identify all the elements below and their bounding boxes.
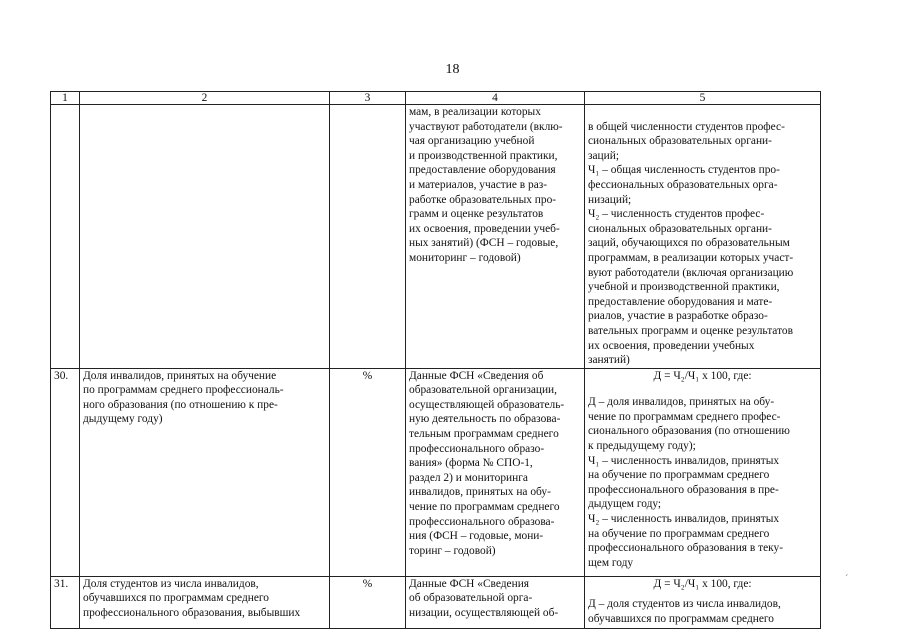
row-number: 30. xyxy=(51,368,80,576)
method-text: в общей численности студентов профес- сиональных образовательных органи- заций; Ч₁ – общая численность студентов про- фессиональных образовательных орга- низаций; Ч₂ – численность студентов профес- сиональных образовательных органи- заций, обучающихся по образовательным программам, в реализации которых участ- вуют работодатели (включая организацию учебной и производственной практики, предоставление оборудования и мате- риалов, участие в разработке образо- вательных программ и оценке результатов их освоения, проведении учебных занятий) xyxy=(588,120,794,367)
method-text: Д – доля инвалидов, принятых на обу- чение по программам среднего профес- сионального образования (по отношению к предыдущему году); Ч₁ – численность инвалидов, принятых на обучение по программам среднего профессионального образования в пре- дыдущем году; Ч₂ – численность инвалидов, принятых на обучение по программам среднего профессионального образования в теку- щем году xyxy=(588,396,790,569)
row-number: 31. xyxy=(51,576,80,628)
calculation-method xyxy=(585,368,821,576)
scan-mark: ˊ xyxy=(845,574,849,585)
formula: Д = Ч₂/Ч₁ х 100, где: xyxy=(653,577,752,590)
table-header-row xyxy=(51,92,821,105)
row-number xyxy=(51,105,80,369)
calculation-method xyxy=(585,105,821,369)
indicator-name: Доля инвалидов, принятых на обучение по программам среднего профессиональ- ного образования (по отношению к пре- дыдущему году) xyxy=(80,368,330,576)
indicator-name xyxy=(80,105,330,369)
indicator-name: Доля студентов из числа инвалидов, обучавшихся по программам среднего профессионального образования, выбывших xyxy=(80,576,330,628)
column-header-2: 2 xyxy=(80,92,330,105)
page-number: 18 xyxy=(445,62,460,77)
calculation-method xyxy=(585,576,821,628)
unit-cell: % xyxy=(330,368,406,576)
table-row xyxy=(51,576,821,628)
column-header-3: 3 xyxy=(330,92,406,105)
unit-cell xyxy=(330,105,406,369)
column-header-4: 4 xyxy=(406,92,585,105)
table-row xyxy=(51,105,821,369)
column-header-1: 1 xyxy=(51,92,80,105)
table-row xyxy=(51,368,821,576)
unit-cell: % xyxy=(330,576,406,628)
indicators-table xyxy=(50,91,821,629)
formula: Д = Ч₂/Ч₁ х 100, где: xyxy=(653,369,752,382)
data-source: Данные ФСН «Сведения об образовательной орга- низации, осуществляющей об- xyxy=(406,576,585,628)
column-header-5: 5 xyxy=(585,92,821,105)
method-text: Д – доля студентов из числа инвалидов, обучавшихся по программам среднего xyxy=(588,598,781,625)
data-source: мам, в реализации которых участвуют работодатели (вклю- чая организацию учебной и производственной практики, предоставление оборудования и материалов, участие в раз- работке образовательных про- грамм и оценке результатов их освоения, проведении учеб- ных занятий) (ФСН – годовые, мониторинг – годовой) xyxy=(406,105,585,369)
data-source: Данные ФСН «Сведения об образовательной организации, осуществляющей образователь- ную деятельность по образова- тельным программам среднего профессионального образо- вания» (форма № СПО-1, раздел 2) и мониторинга инвалидов, принятых на обу- чение по программам среднего профессионального образова- ния (ФСН – годовые, мони- торинг – годовой) xyxy=(406,368,585,576)
